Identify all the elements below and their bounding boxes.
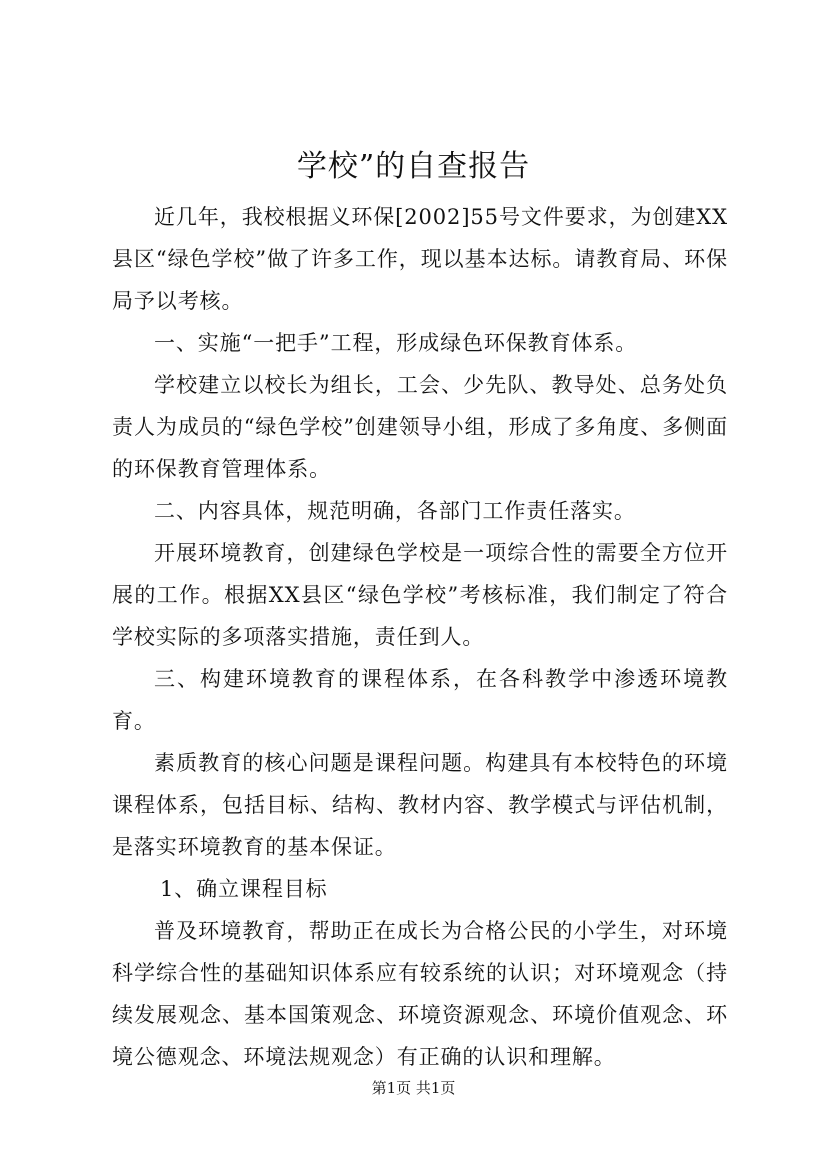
paragraph-section-2: 开展环境教育，创建绿色学校是一项综合性的需要全方位开展的工作。根据XX县区“绿色学校”考核标准，我们制定了符合学校实际的多项落实措施，责任到人。: [112, 541, 728, 649]
section-heading-3: 三、构建环境教育的课程体系，在各科教学中渗透环境教育。: [112, 667, 728, 733]
paragraph-section-1: 学校建立以校长为组长，工会、少先队、教导处、总务处负责人为成员的“绿色学校”创建领导小组，形成了多角度、多侧面的环保教育管理体系。: [112, 373, 728, 481]
section-heading-1: 一、实施“一把手”工程，形成绿色环保教育体系。: [154, 331, 638, 355]
paragraph-section-3: 素质教育的核心问题是课程问题。构建具有本校特色的环境课程体系，包括目标、结构、教材内容、教学模式与评估机制，是落实环境教育的基本保证。: [112, 751, 728, 859]
paragraph-intro: 近几年，我校根据义环保[2002]55号文件要求，为创建XX县区“绿色学校”做了许多工作，现以基本达标。请教育局、环保局予以考核。: [112, 205, 728, 313]
document-title: 学校”的自查报告: [296, 149, 531, 184]
page-footer: 第1页 共1页: [371, 1079, 456, 1097]
subsection-heading-1: 1、确立课程目标: [160, 877, 328, 901]
section-heading-2: 二、内容具体，规范明确，各部门工作责任落实。: [154, 499, 636, 523]
paragraph-subsection-1: 普及环境教育，帮助正在成长为合格公民的小学生，对环境科学综合性的基础知识体系应有较系统的认识；对环境观念（持续发展观念、基本国策观念、环境资源观念、环境价值观念、环境公德观念、环境法规观念）有正确的认识和理解。: [112, 919, 728, 1069]
document-body: [112, 196, 728, 1078]
